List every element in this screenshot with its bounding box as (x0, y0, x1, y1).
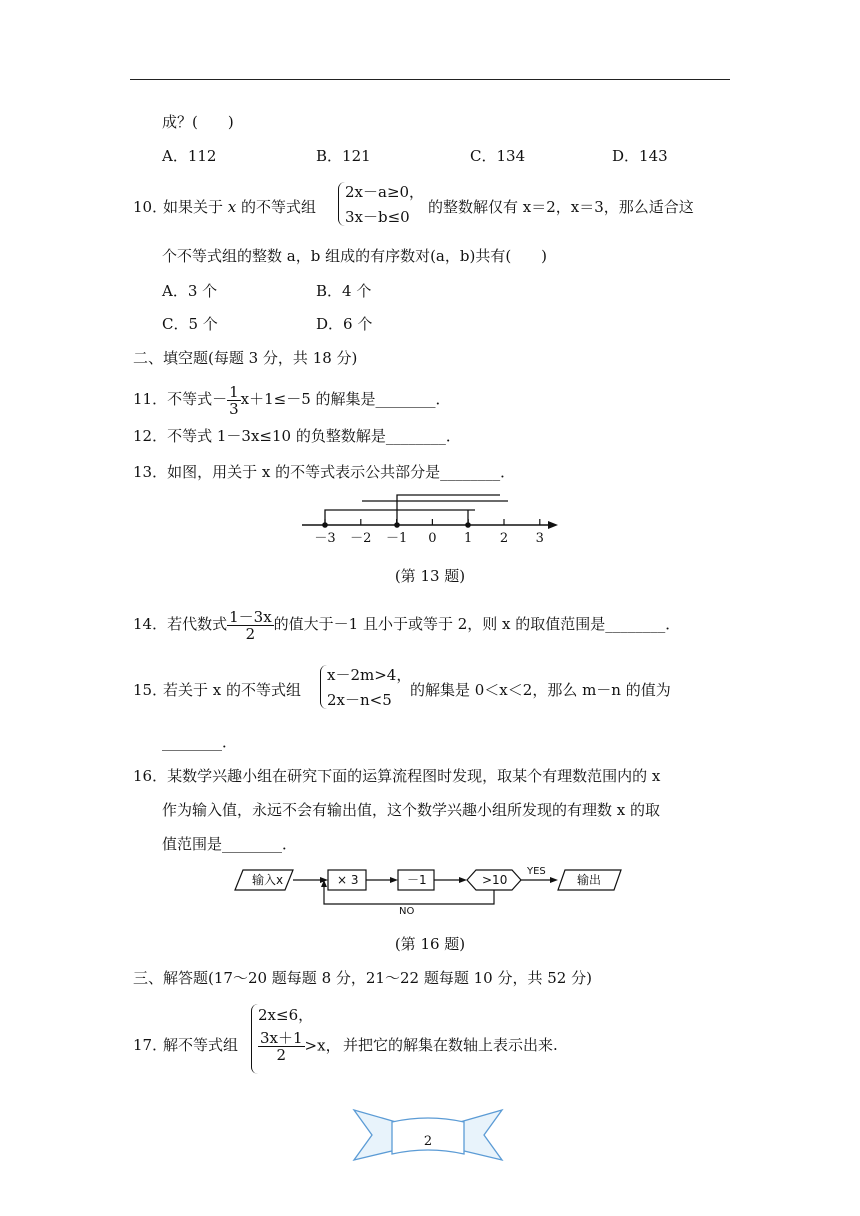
q13: 13．如图，用关于 x 的不等式表示公共部分是________． (133, 463, 516, 481)
q17-post: 并把它的解集在数轴上表示出来. (343, 1036, 558, 1054)
q17-pre: 解不等式组 (163, 1036, 239, 1054)
tick-label: －1 (385, 531, 408, 546)
q16-line3: 值范围是________． (162, 835, 298, 853)
q15-post: 的解集是 0＜x＜2，那么 m－n 的值为 (410, 681, 671, 699)
q15-pre: 若关于 x 的不等式组 (163, 681, 301, 699)
flow-subtract: －1 (407, 873, 427, 887)
flow-condition: >10 (482, 873, 508, 887)
q15-number: 15． (133, 681, 168, 699)
q10-option-d: D．6 个 (316, 315, 373, 333)
flow-multiply: × 3 (337, 873, 359, 887)
q10-system-line1: 2x－a≥0， (345, 183, 425, 201)
q15-blank: ________． (162, 733, 238, 751)
q17-number: 17． (133, 1036, 168, 1054)
flow-yes: YES (527, 866, 546, 877)
tick-label: －3 (314, 531, 336, 546)
q11: 11．不等式－ $\frac{1}{3}$ x＋1≤－5 的解集是________． (133, 382, 451, 418)
q9-option-a: A．112 (162, 147, 217, 165)
page-number: 2 (423, 1134, 433, 1149)
tick-label: －2 (350, 531, 372, 546)
q10-option-a: A．3 个 (162, 282, 218, 300)
q10-option-c: C．5 个 (162, 315, 218, 333)
q14: 14．若代数式 $\frac{1-3x}{2}$ 的值大于－1 且小于或等于 2，则 x 的取值范围是________． (133, 607, 681, 643)
q15-brace (320, 665, 327, 709)
flow-input: 输入x (252, 873, 284, 887)
q15-system-line2: 2x－n<5 (327, 691, 392, 709)
q17-system-line1: 2x≤6， (258, 1006, 314, 1024)
header-rule (130, 79, 730, 80)
q12: 12．不等式 1－3x≤10 的负整数解是________． (133, 427, 461, 445)
q10-post: 的整数解仅有 x＝2，x＝3，那么适合这 (428, 198, 694, 216)
tick-label: 3 (535, 531, 544, 546)
q15-system-line1: x－2m>4， (327, 666, 412, 684)
q10-option-b: B．4 个 (316, 282, 372, 300)
q17-system-line2: $\frac{3x+1}{2}$ >x， (260, 1029, 341, 1064)
q13-caption: (第 13 题) (394, 567, 466, 585)
tick-label: 0 (428, 531, 437, 546)
tick-label: 1 (464, 531, 473, 546)
q10-line2: 个不等式组的整数 a，b 组成的有序数对(a，b)共有( ) (162, 247, 548, 265)
tick-label: 2 (499, 531, 509, 546)
q16-line1: 16．某数学兴趣小组在研究下面的运算流程图时发现，取某个有理数范围内的 x (133, 767, 661, 785)
flow-output: 输出 (577, 873, 602, 887)
q10-number: 10． (133, 198, 168, 216)
q9-option-d: D．143 (612, 147, 668, 165)
section3-heading: 三、解答题(17～20 题每题 8 分，21～22 题每题 10 分，共 52 分) (133, 969, 592, 987)
q9-option-b: B．121 (316, 147, 371, 165)
q10-pre: 如果关于 x 的不等式组 (163, 198, 317, 216)
q16-line2: 作为输入值，永远不会有输出值，这个数学兴趣小组所发现的有理数 x 的取 (162, 801, 660, 819)
section2-heading: 二、填空题(每题 3 分，共 18 分) (133, 349, 358, 367)
q17-brace (251, 1004, 258, 1074)
q9-tail: 成？( ) (162, 113, 234, 131)
q16-flowchart (0, 862, 860, 922)
q9-option-c: C．134 (470, 147, 526, 165)
flow-no: NO (399, 906, 415, 917)
q10-system-line2: 3x－b≤0 (345, 208, 410, 226)
q10-brace (338, 182, 345, 226)
q16-caption: (第 16 题) (394, 935, 466, 953)
